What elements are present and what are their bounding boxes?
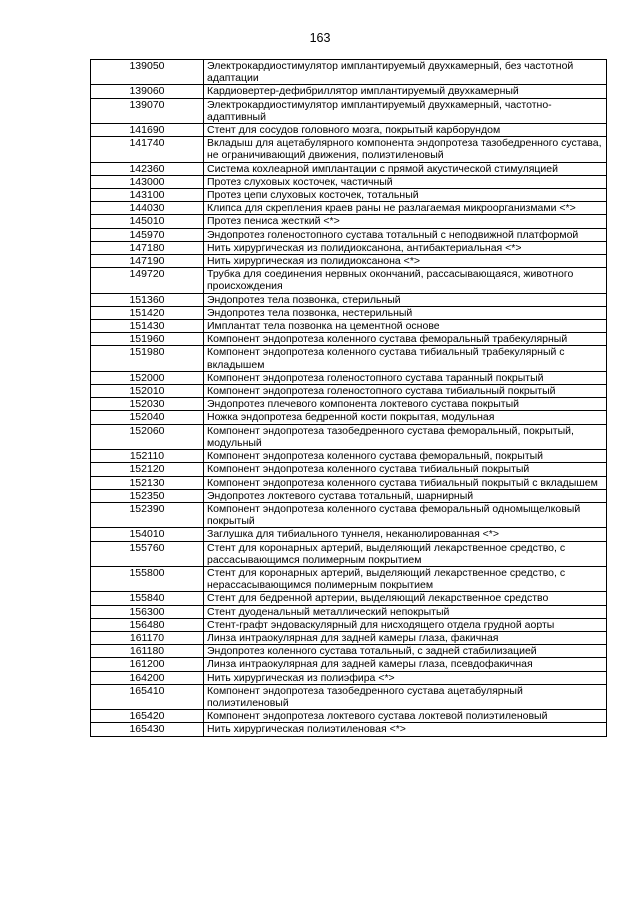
device-code-cell: 152000 (91, 371, 204, 384)
table-row (91, 320, 607, 333)
device-code-cell: 139060 (91, 85, 204, 98)
table-row (91, 241, 607, 254)
table-row (91, 502, 607, 527)
table-row (91, 528, 607, 541)
device-name-cell: Нить хирургическая из полиэфира <*> (204, 671, 607, 684)
device-name-cell: Кардиовертер-дефибриллятор имплантируемый двухкамерный (204, 85, 607, 98)
table-row (91, 398, 607, 411)
device-code-cell: 152130 (91, 476, 204, 489)
table-row (91, 175, 607, 188)
device-code-cell: 165420 (91, 710, 204, 723)
device-code-cell: 147190 (91, 255, 204, 268)
table-row (91, 98, 607, 123)
table-row (91, 618, 607, 631)
device-code-cell: 161200 (91, 658, 204, 671)
table-row (91, 268, 607, 293)
device-code-cell: 151960 (91, 333, 204, 346)
device-name-cell: Компонент эндопротеза голеностопного сустава тибиальный покрытый (204, 385, 607, 398)
device-code-cell: 164200 (91, 671, 204, 684)
device-code-cell: 141690 (91, 124, 204, 137)
table-row (91, 684, 607, 709)
device-name-cell: Компонент эндопротеза коленного сустава феморальный трабекулярный (204, 333, 607, 346)
device-name-cell: Электрокардиостимулятор имплантируемый двухкамерный, частотно-адаптивный (204, 98, 607, 123)
table-row (91, 60, 607, 85)
table-row (91, 162, 607, 175)
table-row (91, 658, 607, 671)
device-code-cell: 143000 (91, 175, 204, 188)
device-code-cell: 155800 (91, 566, 204, 591)
device-name-cell: Эндопротез тела позвонка, стерильный (204, 293, 607, 306)
device-name-cell: Стент дуоденальный металлический непокрытый (204, 605, 607, 618)
device-code-cell: 161180 (91, 645, 204, 658)
device-name-cell: Протез пениса жесткий <*> (204, 215, 607, 228)
device-code-cell: 152010 (91, 385, 204, 398)
device-name-cell: Клипса для скрепления краев раны не разлагаемая микроорганизмами <*> (204, 202, 607, 215)
device-name-cell: Эндопротез плечевого компонента локтевого сустава покрытый (204, 398, 607, 411)
table-row (91, 411, 607, 424)
table-row (91, 489, 607, 502)
device-name-cell: Компонент эндопротеза голеностопного сустава таранный покрытый (204, 371, 607, 384)
device-name-cell: Нить хирургическая из полидиоксанона, антибактериальная <*> (204, 241, 607, 254)
device-name-cell: Стент для коронарных артерий, выделяющий лекарственное средство, с рассасывающимся полимерным покрытием (204, 541, 607, 566)
table-row (91, 541, 607, 566)
device-name-cell: Компонент эндопротеза коленного сустава тибиальный трабекулярный с вкладышем (204, 346, 607, 371)
device-name-cell: Компонент эндопротеза коленного сустава феморальный, покрытый (204, 450, 607, 463)
device-code-cell: 152030 (91, 398, 204, 411)
device-name-cell: Компонент эндопротеза коленного сустава тибиальный покрытый с вкладышем (204, 476, 607, 489)
registry-table-body (91, 60, 607, 737)
device-code-cell: 151430 (91, 320, 204, 333)
table-row (91, 85, 607, 98)
device-code-cell: 165430 (91, 723, 204, 736)
table-row (91, 476, 607, 489)
table-row (91, 255, 607, 268)
device-code-cell: 156480 (91, 618, 204, 631)
device-code-cell: 142360 (91, 162, 204, 175)
device-code-cell: 139050 (91, 60, 204, 85)
device-name-cell: Стент для бедренной артерии, выделяющий лекарственное средство (204, 592, 607, 605)
device-name-cell: Линза интраокулярная для задней камеры глаза, факичная (204, 631, 607, 644)
device-name-cell: Компонент эндопротеза коленного сустава феморальный одномыщелковый покрытый (204, 502, 607, 527)
device-code-cell: 143100 (91, 189, 204, 202)
device-name-cell: Стент для коронарных артерий, выделяющий лекарственное средство, с нерассасывающимся полимерным покрытием (204, 566, 607, 591)
device-name-cell: Нить хирургическая из полидиоксанона <*> (204, 255, 607, 268)
table-row (91, 385, 607, 398)
device-name-cell: Система кохлеарной имплантации с прямой акустической стимуляцией (204, 162, 607, 175)
device-registry-table (90, 59, 607, 737)
table-row (91, 371, 607, 384)
table-row (91, 605, 607, 618)
device-code-cell: 141740 (91, 137, 204, 162)
device-code-cell: 156300 (91, 605, 204, 618)
device-code-cell: 155760 (91, 541, 204, 566)
device-name-cell: Стент-графт эндоваскулярный для нисходящего отдела грудной аорты (204, 618, 607, 631)
device-code-cell: 145970 (91, 228, 204, 241)
device-name-cell: Ножка эндопротеза бедренной кости покрытая, модульная (204, 411, 607, 424)
table-row (91, 189, 607, 202)
device-name-cell: Эндопротез тела позвонка, нестерильный (204, 306, 607, 319)
device-code-cell: 144030 (91, 202, 204, 215)
device-name-cell: Электрокардиостимулятор имплантируемый двухкамерный, без частотной адаптации (204, 60, 607, 85)
device-name-cell: Линза интраокулярная для задней камеры глаза, псевдофакичная (204, 658, 607, 671)
table-row (91, 463, 607, 476)
device-code-cell: 149720 (91, 268, 204, 293)
table-row (91, 346, 607, 371)
table-row (91, 202, 607, 215)
table-row (91, 645, 607, 658)
table-row (91, 566, 607, 591)
device-code-cell: 152120 (91, 463, 204, 476)
device-name-cell: Эндопротез голеностопного сустава тотальный с неподвижной платформой (204, 228, 607, 241)
table-row (91, 592, 607, 605)
table-row (91, 137, 607, 162)
device-code-cell: 152040 (91, 411, 204, 424)
table-row (91, 671, 607, 684)
device-code-cell: 152060 (91, 424, 204, 449)
device-code-cell: 152110 (91, 450, 204, 463)
device-name-cell: Стент для сосудов головного мозга, покрытый карборундом (204, 124, 607, 137)
table-row (91, 333, 607, 346)
device-code-cell: 154010 (91, 528, 204, 541)
table-row (91, 631, 607, 644)
table-row (91, 710, 607, 723)
device-name-cell: Эндопротез локтевого сустава тотальный, шарнирный (204, 489, 607, 502)
device-code-cell: 147180 (91, 241, 204, 254)
device-name-cell: Заглушка для тибиального туннеля, неканюлированная <*> (204, 528, 607, 541)
table-row (91, 215, 607, 228)
table-row (91, 293, 607, 306)
device-code-cell: 161170 (91, 631, 204, 644)
device-name-cell: Вкладыш для ацетабулярного компонента эндопротеза тазобедренного сустава, не ограничивающий движения, полиэтиленовый (204, 137, 607, 162)
device-code-cell: 165410 (91, 684, 204, 709)
device-code-cell: 151360 (91, 293, 204, 306)
device-name-cell: Компонент эндопротеза тазобедренного сустава феморальный, покрытый, модульный (204, 424, 607, 449)
device-code-cell: 151420 (91, 306, 204, 319)
table-row (91, 306, 607, 319)
device-name-cell: Протез слуховых косточек, частичный (204, 175, 607, 188)
device-code-cell: 152350 (91, 489, 204, 502)
device-name-cell: Трубка для соединения нервных окончаний, рассасывающаяся, животного происхождения (204, 268, 607, 293)
table-row (91, 228, 607, 241)
device-name-cell: Компонент эндопротеза тазобедренного сустава ацетабулярный полиэтиленовый (204, 684, 607, 709)
table-row (91, 450, 607, 463)
device-name-cell: Протез цепи слуховых косточек, тотальный (204, 189, 607, 202)
table-row (91, 723, 607, 736)
page-number: 163 (309, 31, 331, 45)
device-code-cell: 151980 (91, 346, 204, 371)
device-code-cell: 155840 (91, 592, 204, 605)
device-name-cell: Имплантат тела позвонка на цементной основе (204, 320, 607, 333)
device-name-cell: Эндопротез коленного сустава тотальный, с задней стабилизацией (204, 645, 607, 658)
device-code-cell: 139070 (91, 98, 204, 123)
device-code-cell: 145010 (91, 215, 204, 228)
device-name-cell: Компонент эндопротеза локтевого сустава локтевой полиэтиленовый (204, 710, 607, 723)
table-row (91, 124, 607, 137)
device-name-cell: Нить хирургическая полиэтиленовая <*> (204, 723, 607, 736)
device-name-cell: Компонент эндопротеза коленного сустава тибиальный покрытый (204, 463, 607, 476)
table-row (91, 424, 607, 449)
device-code-cell: 152390 (91, 502, 204, 527)
